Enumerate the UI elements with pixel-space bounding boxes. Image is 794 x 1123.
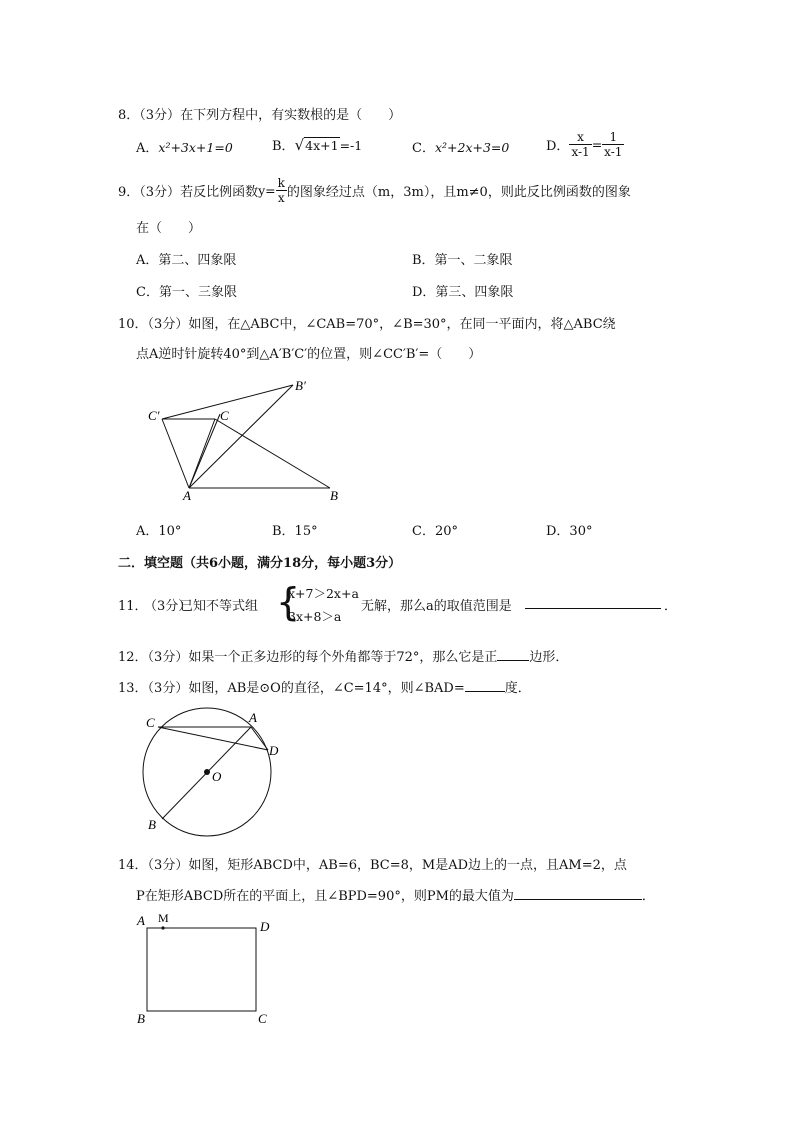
label-b: B [330,488,338,503]
q10-option-b[interactable]: B．15° [272,524,318,539]
label-a: A [137,913,145,928]
q10-option-a[interactable]: A．10° [136,524,182,539]
q12-stem: 12．（3分）如果一个正多边形的每个外角都等于72°，那么它是正 边形． [118,650,569,665]
q14-stem-line2: P在矩形ABCD所在的平面上，且∠BPD=90°，则PM的最大值为 ． [136,889,655,904]
q14-stem-line1: 14．（3分）如图，矩形ABCD中，AB=6，BC=8，M是AD边上的一点，且AM=2，点 [118,858,627,873]
q10-stem-line2: 点A逆时针旋转40°到△A′B′C′的位置，则∠CC′B′=（ ） [136,347,482,362]
q9-option-a[interactable]: A．第二、四象限 [136,253,237,268]
label-o: O [212,769,222,784]
edge-a-c [189,414,220,488]
q10-option-c[interactable]: C．20° [412,524,458,539]
edge-a-bp [189,385,293,488]
edge-cp-a [162,419,189,488]
q8-option-d[interactable]: D． $\frac{x}{x-1}$ = $\frac{1}{x-1}$ [546,130,623,159]
q9-option-b[interactable]: B．第一、二象限 [412,253,513,268]
answer-blank[interactable] [525,597,661,609]
rectangle-abcd [147,928,256,1011]
label-a: A [249,710,257,725]
q14-figure [134,908,284,1028]
label-b: B [137,1011,145,1026]
label-b: B [148,817,156,832]
point-m [161,926,164,929]
fraction: $\frac{k}{x}$ [277,176,285,205]
q8-stem: 8．（3分）在下列方程中，有实数根的是（ ） [118,108,402,123]
answer-blank[interactable] [465,680,505,692]
q9-option-c[interactable]: C．第一、三象限 [136,285,237,300]
q10-figure [140,372,360,507]
center-point [204,769,210,775]
label-a: A [183,488,191,503]
q9-stem-line2: 在（ ） [136,221,202,236]
sqrt-sign: √ [294,136,305,154]
label-c: C [146,715,155,730]
brace-icon: { [276,580,301,624]
q8-option-a[interactable]: A．x²+3x+1=0 [136,140,233,156]
answer-blank[interactable] [497,649,529,661]
fraction: $\frac{1}{x-1}$ [604,130,623,159]
label-c: C [258,1011,267,1026]
answer-blank[interactable] [514,888,642,900]
q8-option-b[interactable]: B．√4x+1=-1 [272,136,363,154]
label-c: C [220,408,229,423]
chord-c-d [158,727,268,750]
fraction: $\frac{x}{x-1}$ [571,130,590,159]
label-d: D [260,919,270,934]
label-b-prime: B′ [295,378,306,393]
q8-option-c[interactable]: C．x²+2x+3=0 [412,140,510,156]
q10-option-d[interactable]: D．30° [546,524,593,539]
edge-c-b [215,419,330,488]
section-title: 二．填空题（共6小题，满分18分，每小题3分） [118,556,402,571]
label-m: M [158,911,169,925]
q9-option-d[interactable]: D．第三、四象限 [412,285,514,300]
q9-stem: 9．（3分）若反比例函数y= $\frac{k}{x}$ 的图象经过点（m，3m），且m≠0，则此反比例函数的图象 [118,176,631,205]
label-d: D [269,743,279,758]
q10-stem-line1: 10．（3分）如图，在△ABC中，∠CAB=70°，∠B=30°，在同一平面内，将△ABC绕 [118,317,616,332]
q13-stem: 13．（3分）如图，AB是⊙O的直径，∠C=14°，则∠BAD= 度． [118,681,531,696]
q13-figure [138,705,288,840]
label-c-prime: C′ [148,408,160,423]
